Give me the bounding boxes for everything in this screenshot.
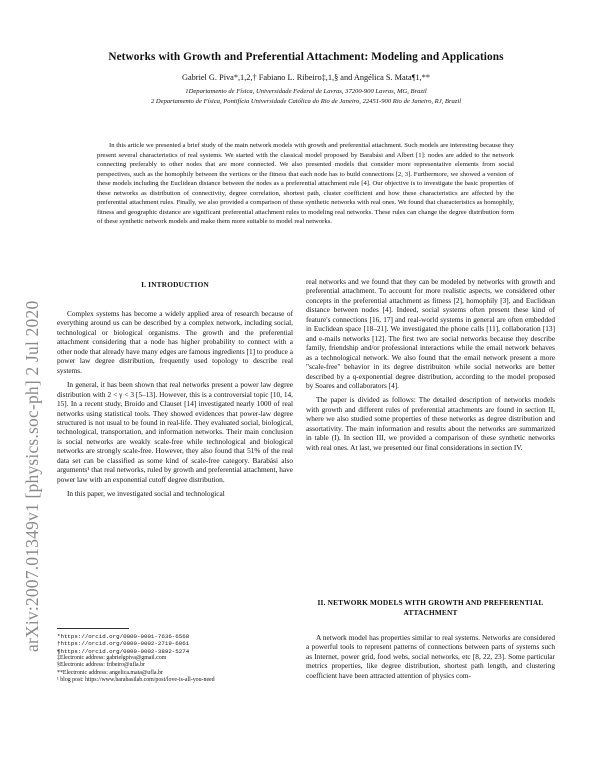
abstract-text: In this article we presented a brief study of the main network models with growth and preferential attachment. Such models are interesting because they present several characteristics of real systems. We started with the classical model proposed by Barabási and Albert [1]: nodes are added to the network connecting preferably to other nodes that are more connected. We also presented models that consider more representative elements from social perspectives, such as the homophily between the vertices or the fitness that each node has to build connections [2, 3]. Furthermore, we showed a version of these models including the Euclidean distance between the nodes as a preferential attachment rule [4]. Our objective is to investigate the basic properties of these networks as distribution of connectivity, degree correlation, shortest path, cluster coefficient and how these characteristics are affected by the preferential attachment rules. Finally, we also provided a comparison of these synthetic networks with real ones. We found that characteristics as homophily, fitness and geographic distance are significant preferential attachment rules to modeling real networks. These rules can change the degree distribution form of these synthetic network models and make them more suitable to model real networks. — [97, 142, 514, 226]
intro-paragraph-2: In general, it has been shown that real networks present a power law degree distribution with 2 < γ < 3 [5–13]. However, this is a controversial topic [10, 14, 15]. In a recent study, Broido and Clauset [14] investigated nearly 1000 of real networks using statistical tools. They showed evidences that power-law degree structured is not usual to be found in real-life. They evaluated social, biological, technological, transportation, and information networks. Their main conclusion is social networks are weakly scale-free while technological and biological networks are strongly scale-free. However, they also found that 51% of the real data set can be classified as some kind of scale-free category. Barabási also arguments¹ that real networks, ruled by growth and preferential attachment, have power law with an exponential cutoff degree distribution. — [57, 380, 293, 484]
intro-paragraph-1: Complex systems has become a widely applied area of research because of everything around us can be described by a complex network, including social, technological or biological organisms. The growth and the preferential attachment considering that a node has higher probability to connect with a other node that already have many edges are famous ingredients [1] to produce a power law degree distribution, frequently used topology to describe real systems. — [57, 309, 293, 375]
footnote-email-3: **Electronic address: angelica.mata@ufla.br — [57, 669, 163, 676]
section-heading-network-models: II. NETWORK MODELS WITH GROWTH AND PREFERENTIAL ATTACHMENT — [317, 598, 544, 617]
right-column — [306, 277, 555, 457]
footnote-orcid-2[interactable]: †https://orcid.org/0000-0002-2719-6061 — [57, 640, 190, 648]
footnotes — [57, 633, 293, 684]
arxiv-stamp — [2, 0, 42, 776]
intro-paragraph-3: In this paper, we investigated social and technological — [67, 489, 225, 499]
paper-title: Networks with Growth and Preferential Attachment: Modeling and Applications — [108, 51, 504, 63]
footnote-blog-link[interactable]: ¹ blog post: https://www.barabasilab.com/post/love-is-all-you-need — [57, 677, 215, 684]
affiliation-1: 1Departamento de Física, Universidade Federal de Lavras, 37200-900 Lavras, MG, Brazil — [185, 88, 427, 95]
footnote-email-1: ‡Electronic address: gabrielgpiva@gmail.com — [57, 655, 167, 662]
section-heading-introduction: I. INTRODUCTION — [141, 280, 209, 289]
footnote-email-2: §Electronic address: fribeiro@ufla.br — [57, 662, 146, 669]
footnote-orcid-3[interactable]: ¶https://orcid.org/0000-0002-3892-5274 — [57, 647, 190, 655]
abstract — [97, 141, 514, 227]
section2-paragraph-1: A network model has properties similar to real systems. Networks are considered a powerful tools to represent patterns of connections between parts of systems such as Internet, power grid, food webs, social networks, etc [8, 22, 23]. Some particular metrics properties, like degree distribution, shortest path length, and clustering coefficient have been attracted attention of physics com- — [306, 633, 555, 680]
section2-body — [306, 633, 555, 685]
author-list: Gabriel G. Piva*,1,2,† Fabiano L. Ribeiro‡,1,§ and Angélica S. Mata¶1,** — [181, 73, 430, 82]
footnote-rule — [57, 628, 129, 629]
left-column — [57, 309, 293, 504]
affiliation-2: 2 Departamento de Física, Pontifícia Universidade Católica do Rio de Janeiro, 22451-900 Rio de Janeiro, RJ, Brazil — [150, 98, 462, 105]
intro-paragraph-5: The paper is divided as follows: The detailed description of networks models with growth and different rules of preferential attachments are found in section II, where we also studied some properties of these networks as degree distribution and assortativity. The main information and results about the networks are summarized in table (I). In section III, we provided a comparison of these synthetic networks with real ones. At last, we presented our final considerations in section IV. — [306, 395, 555, 452]
footnote-orcid-1[interactable]: *https://orcid.org/0000-0001-7636-6568 — [57, 633, 190, 640]
arxiv-id-text: arXiv:2007.01349v1 [physics.soc-ph] 2 Jul 2020 — [22, 300, 42, 652]
intro-paragraph-4: real networks and we found that they can be modeled by networks with growth and preferential attachment. To account for more realistic aspects, we considered other concepts in the preferential attachment as fitness [2], homophily [3], and Euclidean distance between nodes [4]. Indeed, social systems often present these kind of feature's connections [16, 17] and real-world systems in general are often embedded in Euclidean space [18–21]. We investigated the phone calls [11], collaboration [13] and e-mails networks [12]. The first two are social networks because they describe family, friendship and/or professional interactions while the email network behaves as a technological network. We also found that the email network present a more "scale-free" behavior in its degree distribuiton while social networks are better described by a q-exponential degree distribution, according to the model proposed by Soares and collaborators [4]. — [306, 277, 555, 390]
